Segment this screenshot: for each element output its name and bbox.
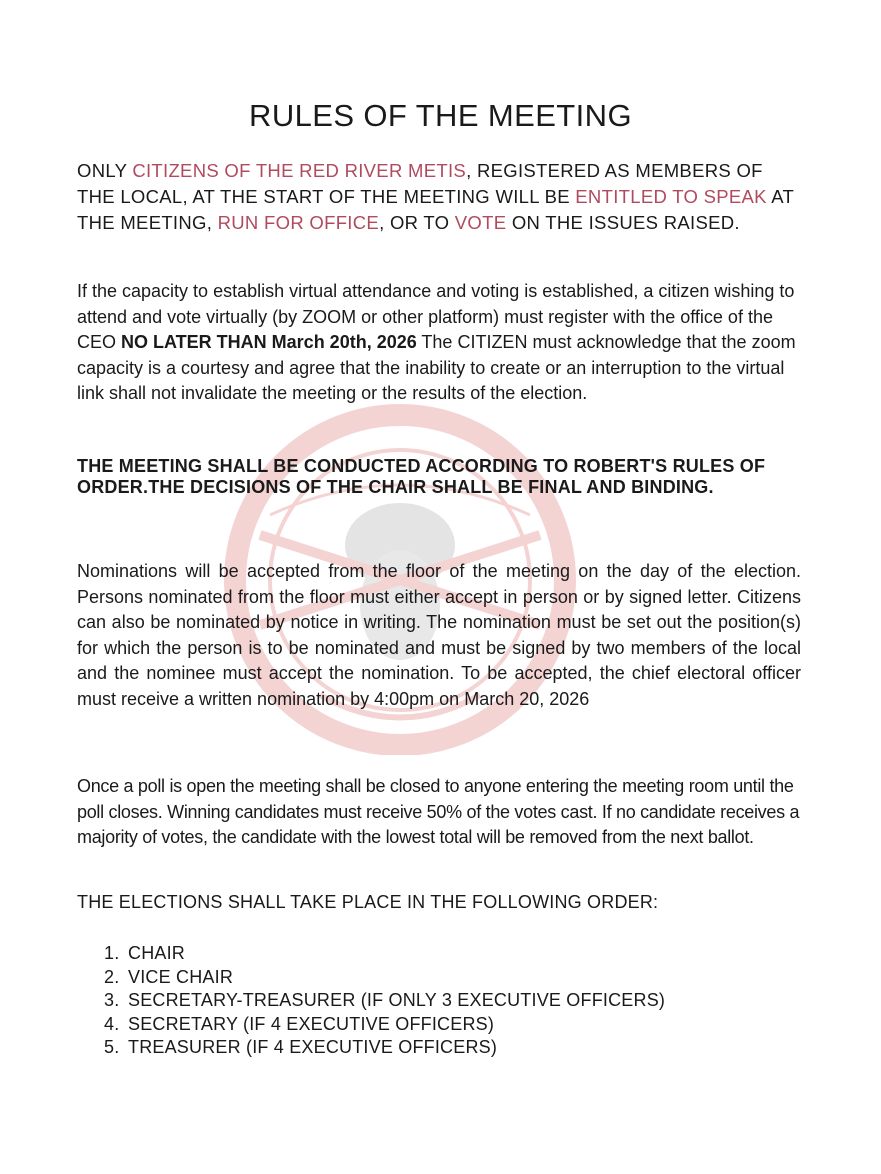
page-title: RULES OF THE MEETING (249, 98, 632, 133)
virtual-text: If the capacity to establish virtual attendance and voting is established, a citizen wishing to attend and vote virtually (by ZOOM or other platform) must register with the office of the CEO (77, 281, 795, 352)
list-text: CHAIR (128, 943, 186, 963)
list-number: 2. (104, 966, 120, 987)
list-number: 4. (104, 1013, 120, 1034)
list-text: TREASURER (IF 4 EXECUTIVE OFFICERS) (128, 1037, 498, 1057)
list-number: 1. (104, 943, 120, 963)
nominations-paragraph: Nominations will be accepted from the floor of the meeting on the day of the election. Persons nominated from the floor must either accept in person or by signed letter. Citizens can also be nominated by notice in writing. The nomination must be set out the position(s) for which the person is to be nominated and must be signed by two members of the local and the nominee must accept the nomination. To be accepted, the chief electoral officer must receive a written nomination by 4:00pm on March 20, 2026 (77, 561, 801, 709)
highlight-run-for-office: RUN FOR OFFICE (217, 212, 380, 233)
eligibility-text: ONLY (77, 160, 133, 181)
virtual-attendance-paragraph (77, 279, 801, 407)
eligibility-text: , OR TO (379, 212, 455, 233)
highlight-citizens: CITIZENS OF THE RED RIVER METIS (132, 160, 467, 181)
eligibility-text: ON THE ISSUES RAISED. (506, 212, 740, 233)
list-item (104, 1036, 665, 1060)
list-number: 3. (104, 990, 120, 1010)
highlight-entitled-to-speak: ENTITLED TO SPEAK (575, 186, 767, 207)
list-text: SECRETARY-TREASURER (IF ONLY 3 EXECUTIVE OFFICERS) (128, 990, 666, 1010)
list-text: VICE CHAIR (128, 966, 234, 987)
list-item (104, 1013, 665, 1037)
eligibility-text: , REGISTERED AS MEMBERS OF THE LOCAL, AT THE START OF THE MEETING WILL BE (77, 160, 763, 207)
election-order-heading: THE ELECTIONS SHALL TAKE PLACE IN THE FOLLOWING ORDER: (77, 892, 659, 912)
list-item (104, 966, 665, 990)
list-number: 5. (104, 1037, 120, 1057)
virtual-text: The CITIZEN must acknowledge that the zoom capacity is a courtesy and agree that the inability to create or an interruption to the virtual link shall not invalidate the meeting or the results of the election. (77, 332, 796, 403)
list-item (104, 989, 665, 1013)
poll-paragraph: Once a poll is open the meeting shall be closed to anyone entering the meeting room until the poll closes. Winning candidates must receive 50% of the votes cast. If no candidate receives a majority of votes, the candidate with the lowest total will be removed from the next ballot. (77, 776, 800, 847)
highlight-vote: VOTE (454, 212, 507, 233)
registration-deadline: NO LATER THAN March 20th, 2026 (121, 332, 417, 352)
roberts-rules-paragraph: THE MEETING SHALL BE CONDUCTED ACCORDING TO ROBERT'S RULES OF ORDER.THE DECISIONS OF THE CHAIR SHALL BE FINAL AND BINDING. (77, 456, 766, 497)
eligibility-text: AT THE MEETING, (77, 186, 794, 233)
eligibility-paragraph (77, 158, 801, 236)
election-order-list (104, 942, 665, 1060)
list-item (104, 942, 665, 966)
list-text: SECRETARY (IF 4 EXECUTIVE OFFICERS) (128, 1013, 495, 1034)
